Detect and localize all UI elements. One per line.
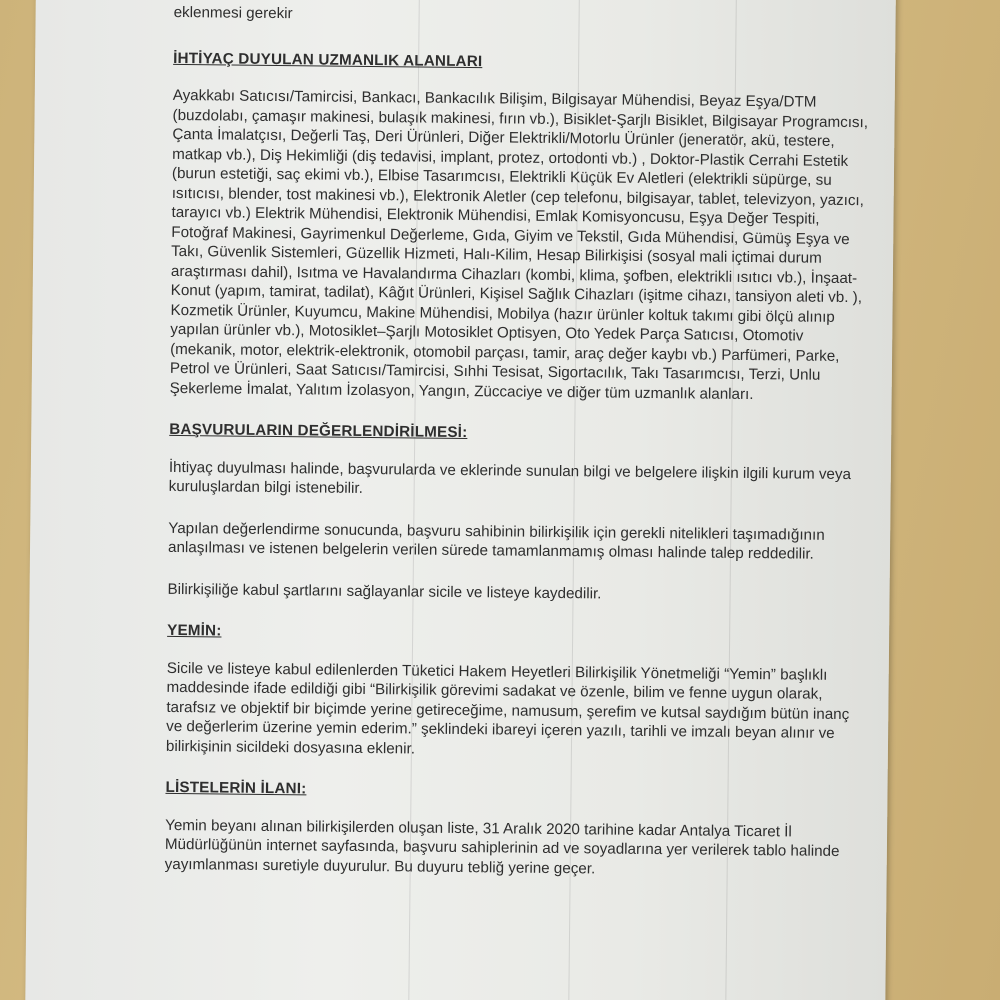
section-expertise-areas: [170, 48, 874, 405]
section-heading: LİSTELERİN İLANI:: [165, 778, 307, 798]
section-list-announcement: [165, 778, 866, 881]
section-evaluation: [168, 420, 870, 606]
paragraph: Ayakkabı Satıcısı/Tamircisi, Bankacı, Bankacılık Bilişim, Bilgisayar Mühendisi, Beyaz Eşya/DTM (buzdolabı, çamaşır makinesi, bulaşık makinesi, fırın vb.), Bisiklet-Şarjlı Bisiklet, Bilgisayar Programcısı, Çanta İmalatçısı, Değerli Taş, Deri Ürünleri, Diğer Elektrikli/Motorlu Ürünler (jeneratör, akü, testere, matkap vb.), Diş Hekimliği (diş tedavisi, implant, protez, ortodonti vb.) , Doktor-Plastik Cerrahi Estetik (burun estetiği, saç ekimi vb.), Elbise Tasarımcısı, Elektrikli Küçük Ev Aletleri (elektrikli süpürge, su ısıtıcısı, blender, tost makinesi vb.), Elektronik Aletler (cep telefonu, bilgisayar, tablet, televizyon, yazıcı, tarayıcı vb.) Elektrik Mühendisi, Elektronik Mühendisi, Emlak Komisyoncusu, Eşya Değer Tespiti, Fotoğraf Makinesi, Gayrimenkul Değerleme, Gıda, Giyim ve Tekstil, Gıda Mühendisi, Gümüş Eşya ve Takı, Güvenlik Sistemleri, Güzellik Hizmeti, Halı-Kilim, Hesap Bilirkişisi (sosyal mali içtimai durum araştırması dahil), Isıtma ve Havalandırma Cihazları (kombi, klima, şofben, elektrikli ısıtıcı vb.), İnşaat-Konut (yapım, tamirat, tadilat), Kâğıt Ürünleri, Kişisel Sağlık Cihazları (işitme cihazı, tansiyon aleti vb. ), Kozmetik Ürünler, Kuyumcu, Makine Mühendisi, Mobilya (hazır ürünler koltuk takımı gibi ölçü alınıp yapılan ürünler vb.), Motosiklet–Şarjlı Motosiklet Optisyen, Oto Yedek Parça Satıcısı, Otomotiv (mekanik, motor, elektrik-elektronik, otomobil parçası, tamir, araç değer kaybı vb.) Parfümeri, Parke, Petrol ve Ürünleri, Saat Satıcısı/Tamircisi, Sıhhi Tesisat, Sigortacılık, Takı Tasarımcısı, Terzi, Unlu Şekerleme İmalat, Yalıtım İzolasyon, Yangın, Züccaciye ve diğer tüm uzmanlık alanları.: [169, 86, 869, 403]
section-oath: [166, 621, 867, 763]
paragraph: İhtiyaç duyulması halinde, başvurularda ve eklerinde sunulan bilgi ve belgelere ilişkin ilgili kurum veya kuruluşlardan bilgi istenebilir.: [168, 458, 852, 497]
section-heading: YEMİN:: [167, 621, 222, 640]
section-heading: BAŞVURULARIN DEĞERLENDİRİLMESİ:: [169, 420, 468, 442]
paragraph: Yapılan değerlendirme sonucunda, başvuru sahibinin bilirkişilik için gerekli nitelikleri taşımadığının anlaşılması ve istenen belgelerin verilen sürede tamamlanmamış olması halinde talep reddedilir.: [167, 519, 825, 563]
document-body: [164, 3, 873, 903]
paragraph: Sicile ve listeye kabul edilenlerden Tüketici Hakem Heyetleri Bilirkişilik Yönetmeliği “Yemin” başlıklı maddesinde ifade edildiği gibi “Bilirkişilik görevimi sadakat ve özenle, bilim ve fenne uygun olarak, tarafsız ve objektif bir biçimde yerine getireceğime, namusum, şerefim ve kutsal saydığım bütün inanç ve değerlerim üzerine yemin ederim.” şeklindeki ibareyi içeren yazılı, tarihli ve imzalı beyan alınır ve bilirkişinin sicildeki dosyasına eklenir.: [165, 659, 850, 758]
section-heading: İHTİYAÇ DUYULAN UZMANLIK ALANLARI: [173, 49, 483, 70]
paragraph: Yemin beyanı alınan bilirkişilerden oluşan liste, 31 Aralık 2020 tarihine kadar Antalya Ticaret İl Müdürlüğünün internet sayfasında, başvuru sahiplerinin ad ve soyadlarına yer verilerek tablo halinde yayımlanması suretiyle duyurulur. Bu duyuru tebliğ yerine geçer.: [164, 816, 840, 877]
paragraph: Bilirkişiliğe kabul şartlarını sağlayanlar sicile ve listeye kaydedilir.: [167, 580, 602, 602]
top-line-text: eklenmesi gerekir: [173, 3, 293, 23]
paper-sheet: [25, 0, 896, 1000]
